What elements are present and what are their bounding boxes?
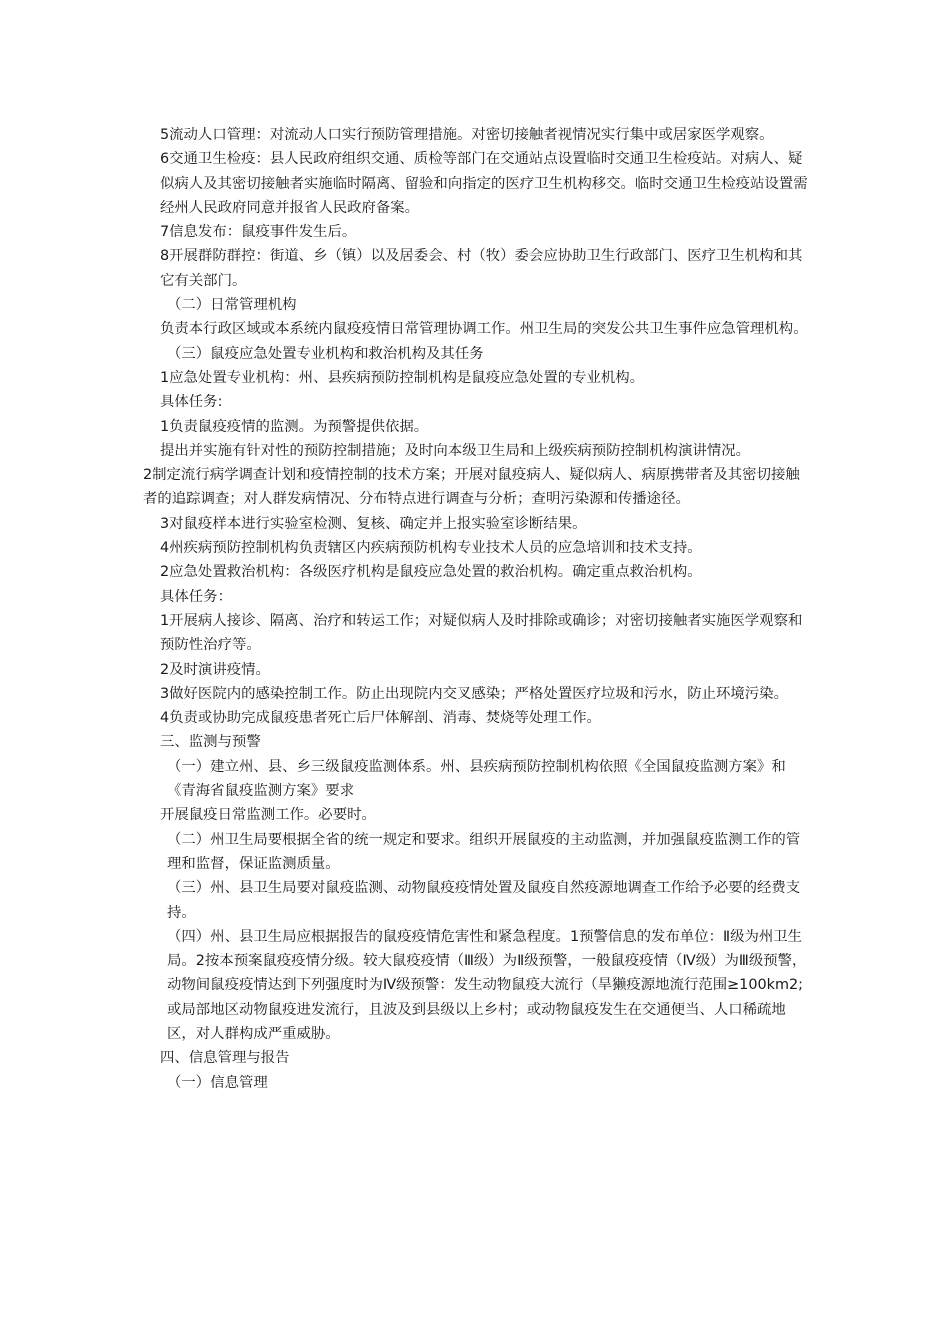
document-page — [143, 123, 808, 1095]
paragraph-p16: 具体任务： — [160, 588, 232, 605]
paragraph-p26: （四）州、县卫生局应根据报告的鼠疫疫情危害性和紧急程度。1预警信息的发布单位：Ⅱ级为州卫生局。2按本预案鼠疫疫情分级。较大鼠疫疫情（Ⅲ级）为Ⅱ级预警，一般鼠疫疫情（Ⅳ级）为Ⅲ级预警，动物间鼠疫疫情达到下列强度时为Ⅳ级预警：发生动物鼠疫大流行（旱獭疫源地流行范围≥100km2;或局部地区动物鼠疫进发流行，且波及到县级以上乡村；或动物鼠疫发生在交通便当、人口稀疏地区，对人群构成严重威胁。 — [167, 928, 807, 1042]
paragraph-p20: 4负责或协助完成鼠疫患者死亡后尸体解剖、消毒、焚烧等处理工作。 — [160, 710, 601, 727]
paragraph-p08: 1应急处置专业机构：州、县疾病预防控制机构是鼠疫应急处置的专业机构。 — [160, 369, 645, 386]
paragraph-p03: 7信息发布：鼠疫事件发生后。 — [160, 224, 357, 241]
paragraph-p28: （一）信息管理 — [167, 1074, 268, 1091]
paragraph-p07: （三）鼠疫应急处置专业机构和救治机构及其任务 — [167, 345, 484, 362]
paragraph-p24: （二）州卫生局要根据全省的统一规定和要求。组织开展鼠疫的主动监测，并加强鼠疫监测工作的管理和监督，保证监测质量。 — [167, 831, 801, 872]
paragraph-p09: 具体任务: — [160, 394, 223, 411]
paragraph-p17: 1开展病人接诊、隔离、治疗和转运工作；对疑似病人及时排除或确诊；对密切接触者实施医学观察和预防性治疗等。 — [160, 612, 803, 654]
paragraph-p02: 6交通卫生检疫：县人民政府组织交通、质检等部门在交通站点设置临时交通卫生检疫站。对病人、疑似病人及其密切接触者实施临时隔离、留验和向指定的医疗卫生机构移交。临时交通卫生检疫站设置需经州人民政府同意并报省人民政府备案。 — [160, 151, 808, 216]
paragraph-p25: （三）州、县卫生局要对鼠疫监测、动物鼠疫疫情处置及鼠疫自然疫源地调查工作给予必要的经费支持。 — [167, 880, 801, 921]
paragraph-p14: 4州疾病预防控制机构负责辖区内疾病预防机构专业技术人员的应急培训和技术支持。 — [160, 540, 702, 557]
paragraph-p23: 开展鼠疫日常监测工作。必要时。 — [160, 807, 376, 824]
paragraph-p11: 提出并实施有针对性的预防控制措施；及时向本级卫生局和上级疾病预防控制机构演讲情况。 — [160, 442, 751, 459]
paragraph-p15: 2应急处置救治机构：各级医疗机构是鼠疫应急处置的救治机构。确定重点救治机构。 — [160, 564, 702, 581]
paragraph-p21: 三、监测与预警 — [160, 734, 261, 751]
paragraph-p06: 负责本行政区域或本系统内鼠疫疫情日常管理协调工作。州卫生局的突发公共卫生事件应急管理机构。 — [160, 321, 808, 338]
paragraph-p12: 2制定流行病学调查计划和疫情控制的技术方案；开展对鼠疫病人、疑似病人、病原携带者及其密切接触者的追踪调查；对人群发病情况、分布特点进行调查与分析；查明污染源和传播途径。 — [143, 467, 800, 508]
paragraph-p27: 四、信息管理与报告 — [160, 1050, 290, 1067]
paragraph-p10: 1负责鼠疫疫情的监测。为预警提供依据。 — [160, 418, 429, 435]
paragraph-p18: 2及时演讲疫情。 — [160, 661, 270, 678]
paragraph-p01: 5流动人口管理：对流动人口实行预防管理措施。对密切接触者视情况实行集中或居家医学观察。 — [160, 127, 774, 143]
paragraph-p22: （一）建立州、县、乡三级鼠疫监测体系。州、县疾病预防控制机构依照《全国鼠疫监测方案》和《青海省鼠疫监测方案》要求 — [167, 758, 786, 800]
paragraph-p13: 3对鼠疫样本进行实验室检测、复核、确定并上报实验室诊断结果。 — [160, 515, 587, 532]
paragraph-p04: 8开展群防群控：街道、乡（镇）以及居委会、村（牧）委会应协助卫生行政部门、医疗卫生机构和其它有关部门。 — [160, 248, 803, 289]
paragraph-p05: （二）日常管理机构 — [167, 297, 297, 314]
paragraph-p19: 3做好医院内的感染控制工作。防止出现院内交叉感染；严格处置医疗垃圾和污水，防止环境污染。 — [160, 685, 788, 702]
